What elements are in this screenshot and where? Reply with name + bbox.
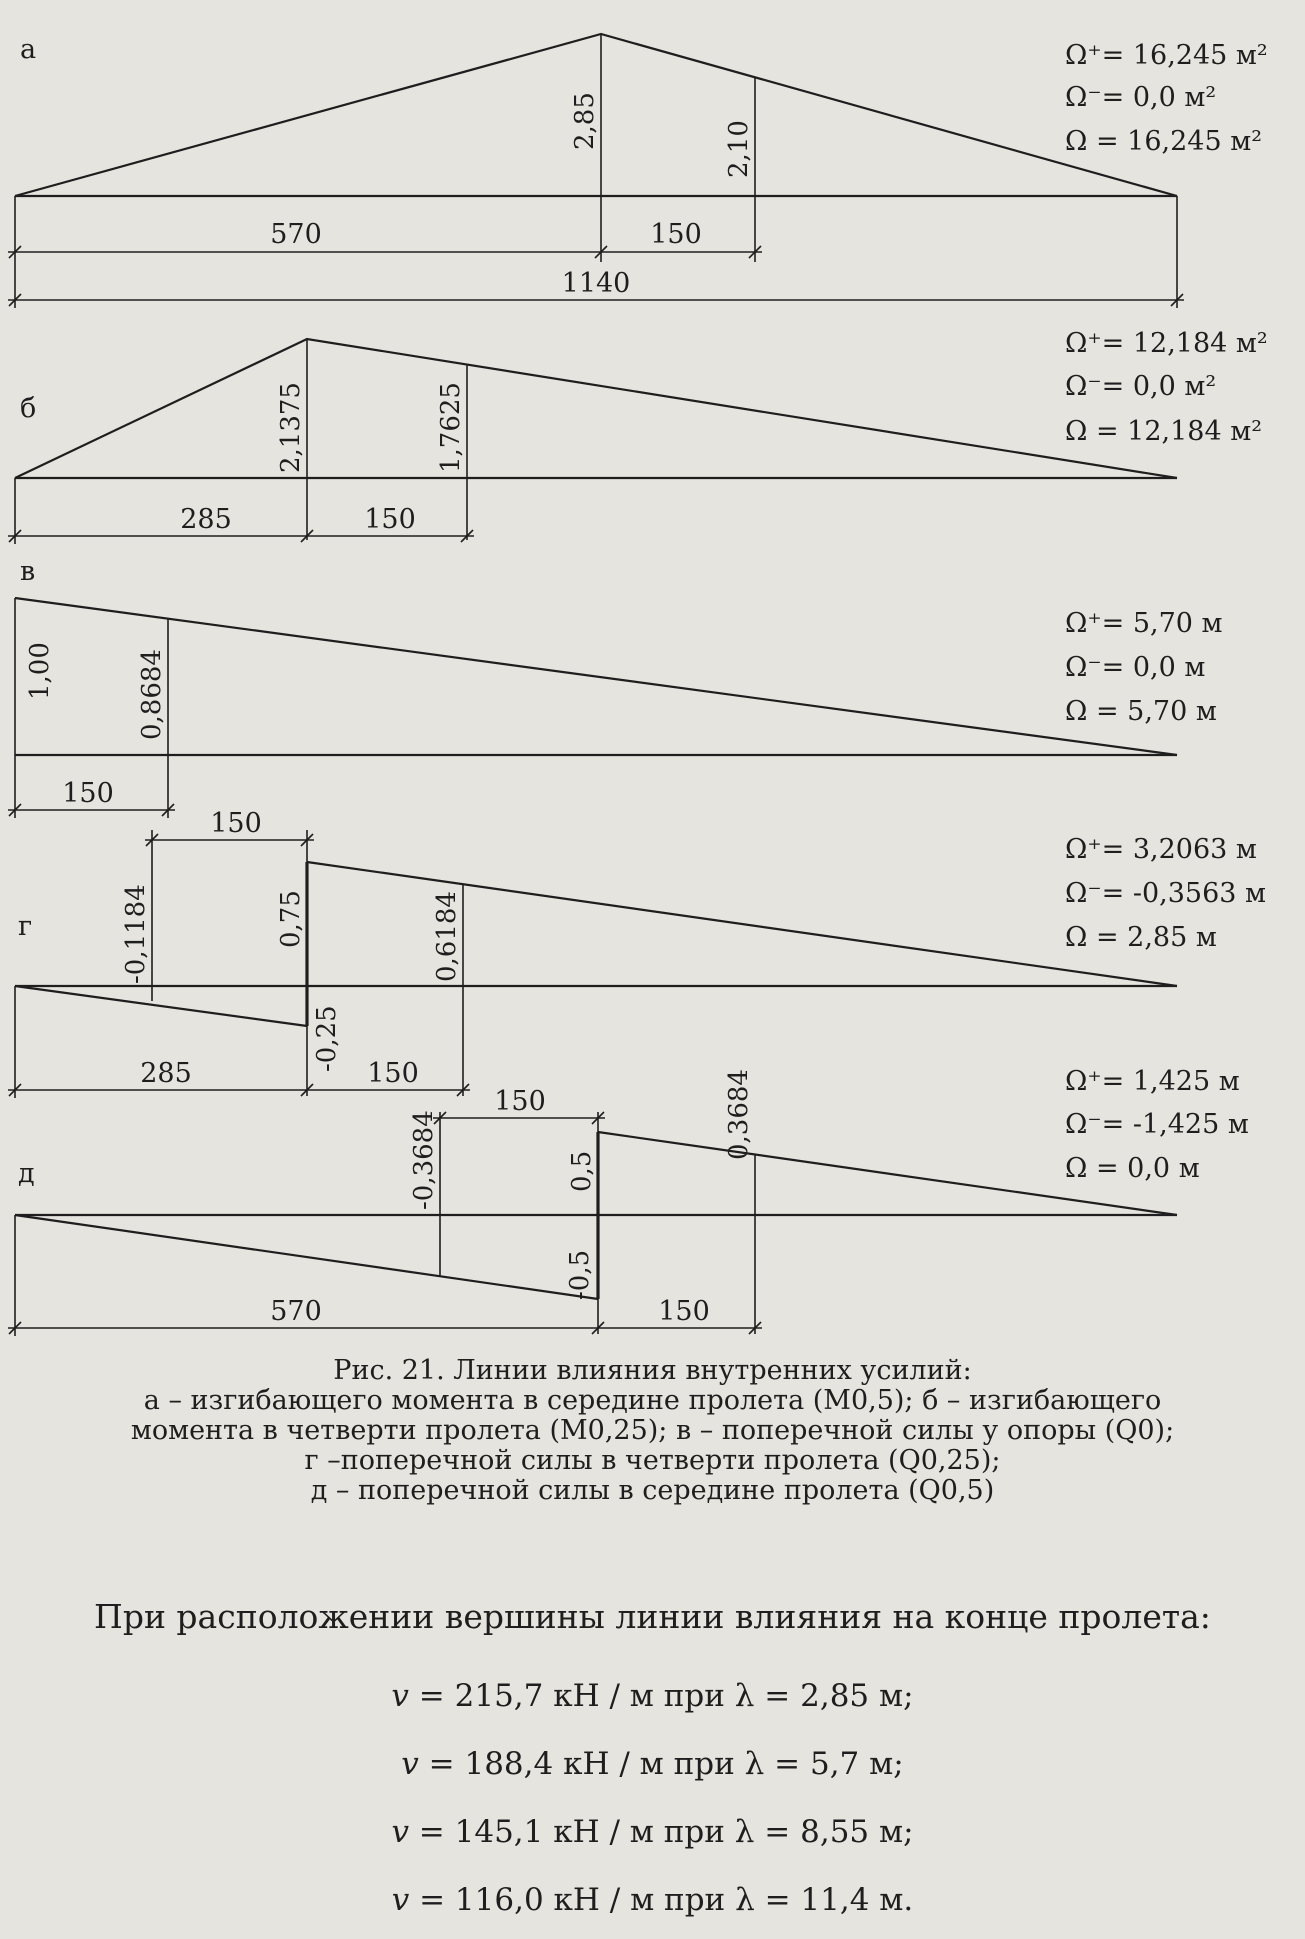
omega-total-a: Ω = 16,245 м²: [1065, 126, 1263, 157]
formula-var: v: [391, 1882, 410, 1918]
ordinate-label-g-1: -0,1184: [121, 884, 151, 984]
diagram-d: [8, 1066, 1249, 1336]
diagram-label-a: а: [20, 34, 37, 65]
dim-label-a-2: 150: [650, 219, 702, 250]
formula-tail: = 11,4 м.: [754, 1882, 914, 1918]
ordinate-label-v-1: 1,00: [25, 642, 55, 700]
diagram-label-v: в: [20, 556, 36, 587]
ordinate-label-g-4: 0,6184: [432, 891, 462, 982]
diagram-b: [8, 328, 1268, 544]
dim-label-g-2: 150: [367, 1058, 419, 1089]
omega-plus-g: Ω⁺= 3,2063 м: [1065, 834, 1257, 865]
formula-eq: = 215,7 кН / м при: [408, 1678, 735, 1714]
dim-label-v-1: 150: [62, 778, 114, 809]
dim-label-b-2: 150: [364, 504, 416, 535]
dim-label-a-1: 570: [270, 219, 322, 250]
caption-line-3: г –поперечной силы в четверти пролета (Q0,25);: [304, 1445, 1001, 1476]
formula-line-4: [0, 1882, 1305, 1918]
dim-label-g-1: 285: [140, 1058, 192, 1089]
omega-total-d: Ω = 0,0 м: [1065, 1153, 1200, 1184]
diagram-label-g: г: [18, 911, 33, 942]
formula-lambda: λ: [734, 1678, 755, 1714]
influence-line-v: [15, 598, 1177, 755]
intro-paragraph: При расположении вершины линии влияния на конце пролета:: [94, 1597, 1211, 1636]
omega-total-b: Ω = 12,184 м²: [1065, 416, 1263, 447]
omega-minus-a: Ω⁻= 0,0 м²: [1065, 82, 1217, 113]
dim-label-d-2: 150: [658, 1296, 710, 1327]
diagram-g: [8, 808, 1266, 1098]
ordinate-label-g-2: 0,75: [276, 890, 306, 948]
dim-label-d-top: 150: [494, 1086, 546, 1117]
formula-var: v: [391, 1814, 409, 1850]
formula-lambda: λ: [744, 1746, 765, 1782]
formula-var: v: [401, 1746, 419, 1782]
formula-tail: = 5,7 м;: [764, 1746, 904, 1782]
ordinate-label-a-2: 2,10: [724, 120, 754, 178]
diagram-a: [8, 34, 1268, 308]
figure-caption: [0, 1356, 1305, 1506]
formula-line-1: [0, 1678, 1305, 1714]
ordinate-label-b-2: 1,7625: [436, 382, 466, 473]
formula-tail: = 8,55 м;: [754, 1814, 914, 1850]
ordinate-label-d-2: 0,5: [567, 1150, 597, 1192]
caption-line-2: момента в четверти пролета (M0,25); в – поперечной силы у опоры (Q0);: [130, 1415, 1175, 1446]
omega-plus-a: Ω⁺= 16,245 м²: [1065, 40, 1268, 71]
formula-lambda: при λ: [663, 1814, 755, 1850]
formula-tail: = 2,85 м;: [754, 1678, 914, 1714]
diagram-label-d: д: [18, 1158, 35, 1189]
influence-line-b: [15, 339, 1177, 478]
influence-line-d-left: [15, 1215, 598, 1299]
dim-label-g-top: 150: [210, 808, 262, 839]
diagram-label-b: б: [20, 393, 37, 424]
ordinate-label-d-1: -0,3684: [409, 1110, 439, 1210]
ordinate-label-v-2: 0,8684: [137, 649, 167, 740]
formula-lambda: λ: [735, 1882, 755, 1918]
omega-plus-d: Ω⁺= 1,425 м: [1065, 1066, 1240, 1097]
formula-var: v: [391, 1678, 409, 1714]
ordinate-label-d-3: 0,3684: [724, 1069, 754, 1160]
omega-minus-v: Ω⁻= 0,0 м: [1065, 652, 1206, 683]
formula-eq: = 188,4 кН / м при: [418, 1746, 745, 1782]
omega-minus-b: Ω⁻= 0,0 м²: [1065, 371, 1217, 402]
dim-ticks-d: [9, 1112, 761, 1334]
omega-total-g: Ω = 2,85 м: [1065, 922, 1217, 953]
dim-label-b-1: 285: [180, 504, 232, 535]
dim-ticks-g: [9, 834, 469, 1096]
ordinate-label-a-1: 2,85: [570, 92, 600, 150]
omega-minus-g: Ω⁻= -0,3563 м: [1065, 878, 1267, 909]
omega-minus-d: Ω⁻= -1,425 м: [1065, 1109, 1249, 1140]
formula-eq: = 116,0 кН / м при: [409, 1882, 736, 1918]
formula-line-2: [0, 1746, 1305, 1782]
formula-line-3: [0, 1814, 1305, 1850]
caption-line-4: д – поперечной силы в середине пролета (Q0,5): [310, 1475, 995, 1506]
influence-line-g-left: [15, 986, 307, 1026]
ordinate-label-g-3: -0,25: [312, 1005, 342, 1072]
omega-plus-v: Ω⁺= 5,70 м: [1065, 608, 1223, 639]
formula-eq: = 145,1 кН / м: [408, 1814, 664, 1850]
dim-label-d-1: 570: [270, 1296, 322, 1327]
dim-label-a-3: 1140: [561, 268, 631, 299]
caption-line-1: а – изгибающего момента в середине пролета (M0,5); б – изгибающего: [143, 1385, 1162, 1416]
ordinate-label-b-1: 2,1375: [276, 382, 306, 473]
caption-title: Рис. 21. Линии влияния внутренних усилий:: [333, 1355, 972, 1386]
omega-plus-b: Ω⁺= 12,184 м²: [1065, 328, 1268, 359]
ordinate-label-d-4: -0,5: [565, 1249, 595, 1300]
diagram-v: [8, 556, 1223, 818]
omega-total-v: Ω = 5,70 м: [1065, 696, 1217, 727]
